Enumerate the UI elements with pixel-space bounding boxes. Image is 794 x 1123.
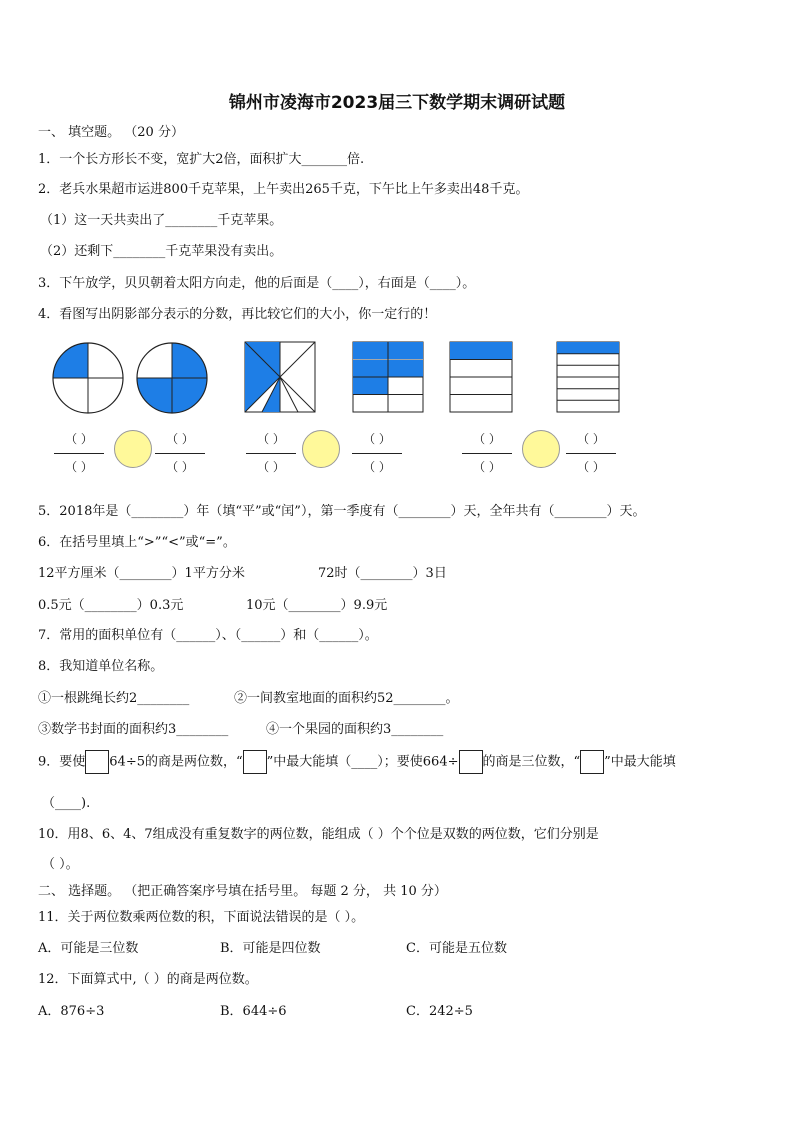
q9-text-4: 的商是三位数，“ [482, 754, 581, 770]
question-8-b: ②一间教室地面的面积约52________。 [234, 691, 459, 706]
fraction-blank-5[interactable] [462, 430, 512, 475]
question-5: 5．2018年是（________）年（填“平”或“闰”），第一季度有（________）天，全年共有（________）天。 [38, 504, 646, 519]
question-8-a: ①一根跳绳长约2________ [38, 691, 190, 706]
numerator: （ ） [363, 432, 391, 446]
q9-text-1: 9．要使 [38, 754, 86, 770]
fraction-blank-1[interactable] [54, 430, 104, 475]
rows-sixths [557, 342, 619, 412]
q9-box-2[interactable] [243, 750, 267, 774]
fraction-blank-4[interactable] [352, 430, 402, 475]
question-6: 6．在括号里填上“>”“<”或“=”。 [38, 535, 236, 550]
compare-circle-1[interactable] [114, 430, 152, 468]
q11-option-a[interactable]: A．可能是三位数 [38, 941, 139, 956]
question-7: 7．常用的面积单位有（______）、（______）和（______）。 [38, 628, 378, 643]
denominator: （ ） [473, 460, 501, 474]
question-6-a: 12平方厘米（________）1平方分米 [38, 566, 245, 581]
circle-quarters-1 [53, 343, 123, 413]
question-1: 1．一个长方形长不变，宽扩大2倍，面积扩大_______倍. [38, 152, 365, 167]
denominator: （ ） [577, 460, 605, 474]
denominator: （ ） [166, 460, 194, 474]
q9-box-4[interactable] [580, 750, 604, 774]
fraction-blank-6[interactable] [566, 430, 616, 475]
question-8-d: ④一个果园的面积约3________ [266, 722, 444, 737]
q11-option-c[interactable]: C．可能是五位数 [406, 941, 507, 956]
grid-eighths [353, 342, 423, 412]
square-triangles [245, 342, 315, 412]
fraction-blank-3[interactable] [246, 430, 296, 475]
q9-box-3[interactable] [459, 750, 483, 774]
section-1-heading: 一、 填空题。 （20 分） [38, 125, 184, 140]
question-8: 8．我知道单位名称。 [38, 659, 164, 674]
question-12: 12．下面算式中,（ ）的商是两位数。 [38, 972, 258, 987]
q12-option-a[interactable]: A．876÷3 [38, 1004, 105, 1019]
numerator: （ ） [166, 432, 194, 446]
denominator: （ ） [363, 460, 391, 474]
fraction-blank-2[interactable] [155, 430, 205, 475]
q9-text-2: 64÷5的商是两位数，“ [109, 754, 243, 770]
denominator: （ ） [257, 460, 285, 474]
numerator: （ ） [257, 432, 285, 446]
numerator: （ ） [577, 432, 605, 446]
question-2: 2．老兵水果超市运进800千克苹果，上午卖出265千克，下午比上午多卖出48千克。 [38, 182, 529, 197]
q9-box-1[interactable] [85, 750, 109, 774]
rows-fourths [450, 342, 512, 412]
question-2-part-1: （1）这一天共卖出了________千克苹果。 [40, 213, 283, 228]
question-11: 11．关于两位数乘两位数的积，下面说法错误的是（ ）。 [38, 910, 365, 925]
question-3: 3．下午放学，贝贝朝着太阳方向走，他的后面是（____），右面是（____）。 [38, 276, 476, 291]
question-6-c: 0.5元（________）0.3元 [38, 598, 184, 613]
question-8-c: ③数学书封面的面积约3________ [38, 722, 229, 737]
question-9-line-2: （____). [42, 796, 91, 811]
compare-circle-3[interactable] [522, 430, 560, 468]
question-4: 4．看图写出阴影部分表示的分数，再比较它们的大小，你一定行的！ [38, 307, 437, 322]
q11-option-b[interactable]: B．可能是四位数 [220, 941, 321, 956]
question-2-part-2: （2）还剩下________千克苹果没有卖出。 [40, 244, 283, 259]
q9-text-5: ”中最大能填 [604, 754, 676, 770]
denominator: （ ） [65, 460, 93, 474]
q9-text-3: ”中最大能填（____）；要使664÷ [266, 754, 459, 770]
compare-circle-2[interactable] [302, 430, 340, 468]
question-6-d: 10元（________）9.9元 [246, 598, 388, 613]
circle-quarters-2 [137, 343, 207, 413]
question-10: 10．用8、6、4、7组成没有重复数字的两位数，能组成（ ）个个位是双数的两位数，它们分别是 [38, 827, 599, 842]
question-6-b: 72时（________）3日 [318, 566, 447, 581]
page-title: 锦州市凌海市2023届三下数学期末调研试题 [228, 93, 566, 113]
numerator: （ ） [473, 432, 501, 446]
numerator: （ ） [65, 432, 93, 446]
q12-option-c[interactable]: C．242÷5 [406, 1004, 473, 1019]
q12-option-b[interactable]: B．644÷6 [220, 1004, 287, 1019]
section-2-heading: 二、 选择题。 （把正确答案序号填在括号里。 每题 2 分， 共 10 分） [38, 884, 447, 899]
question-10-line-2: （ ）。 [42, 857, 79, 872]
question-9 [38, 750, 676, 774]
